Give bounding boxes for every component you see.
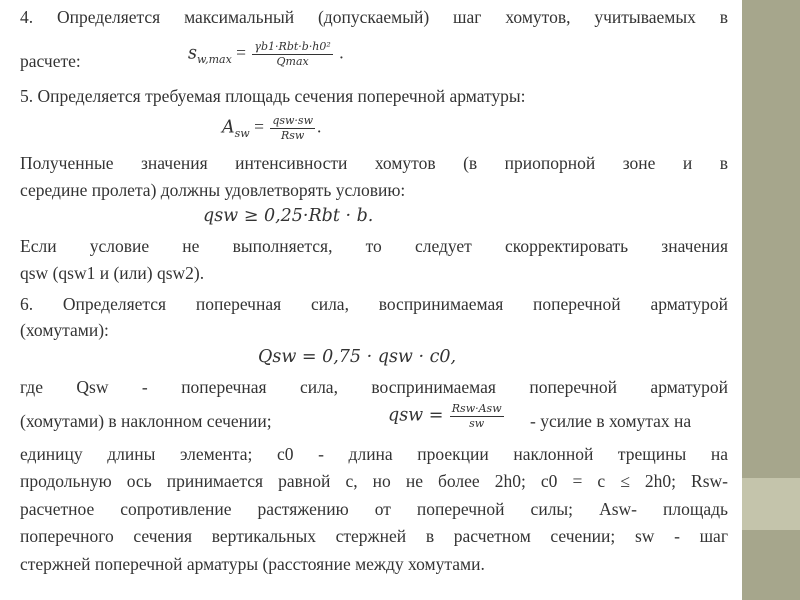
text-line-11-end: - усилие в хомутах на	[530, 411, 692, 431]
text-raschete: расчете:	[20, 51, 81, 71]
text-line-2	[20, 50, 81, 72]
text-line-8: 6. Определяется поперечная сила, воспринимаемая поперечной арматурой	[20, 294, 728, 314]
formula-sw-max-fraction	[252, 40, 332, 69]
text-line-4: Полученные значения интенсивности хомутов (в приопорной зоне и в	[20, 153, 728, 173]
text-line-7: qsw (qsw1 и (или) qsw2).	[20, 263, 205, 283]
formula-qsw-def-fraction	[450, 402, 504, 431]
text-line-14: расчетное сопротивление растяжению от поперечной силы; Asw- площадь	[20, 499, 728, 519]
formula-asw-lhs: A	[222, 117, 235, 138]
text-line-10: где Qsw - поперечная сила, воспринимаемая поперечной арматурой	[20, 377, 728, 397]
text-line-5: середине пролета) должны удовлетворять условию:	[20, 180, 406, 200]
slide-sidebar-accent	[742, 478, 800, 530]
formula-sw-max-num: γb1·Rbt·b·h0²	[254, 40, 331, 53]
formula-asw-lhs-sub: sw	[234, 127, 250, 141]
formula-qsw-force: Qsw = 0,75 · qsw · c0,	[258, 347, 457, 367]
formula-qsw-def-num: Rsw·Asw	[451, 402, 502, 415]
formula-sw-max-lhs: s	[188, 43, 197, 64]
formula-asw-fraction	[270, 114, 315, 143]
formula-asw-den: Rsw	[280, 129, 305, 142]
text-line-15: поперечного сечения вертикальных стержней в расчетном сечении; sw - шаг	[20, 526, 728, 546]
text-line-16: стержней поперечной арматуры (расстояние между хомутами.	[20, 554, 485, 574]
formula-asw-num: qsw·sw	[272, 114, 313, 127]
formula-sw-max-end: .	[334, 42, 344, 63]
formula-qsw-def	[388, 402, 506, 431]
formula-sw-max-eq: =	[231, 42, 251, 63]
formula-sw-max	[188, 40, 344, 71]
formula-asw	[222, 114, 321, 145]
text-line-11-start: (хомутами) в наклонном сечении;	[20, 411, 272, 431]
text-line-13: продольную ось принимается равной c, но не более 2h0; c0 = c ≤ 2h0; Rsw-	[20, 471, 728, 491]
formula-qsw-def-lhs: qsw =	[388, 405, 444, 426]
text-line-3: 5. Определяется требуемая площадь сечения поперечной арматуры:	[20, 86, 526, 106]
formula-sw-max-lhs-sub: w,max	[196, 53, 232, 67]
text-line-12: единицу длины элемента; c0 - длина проекции наклонной трещины на	[20, 444, 728, 464]
text-line-1: 4. Определяется максимальный (допускаемый) шаг хомутов, учитываемых в	[20, 7, 728, 27]
formula-qsw-def-den: sw	[469, 417, 485, 430]
text-line-6: Если условие не выполняется, то следует скорректировать значения	[20, 236, 728, 256]
formula-asw-eq: =	[249, 116, 269, 137]
text-line-9: (хомутами):	[20, 320, 109, 340]
formula-qsw-condition: qsw ≥ 0,25·Rbt · b.	[203, 206, 374, 226]
formula-asw-end: .	[317, 116, 322, 137]
text-line-11	[20, 410, 272, 432]
formula-sw-max-den: Qmax	[276, 55, 309, 68]
